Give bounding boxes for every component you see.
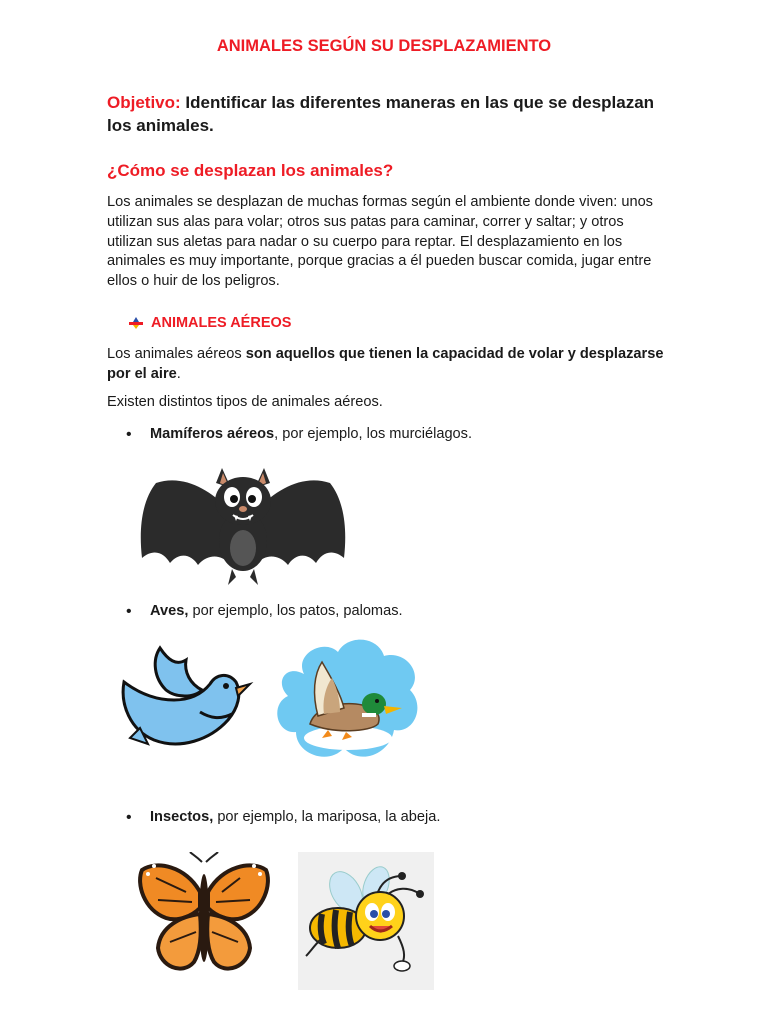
bluebird-illustration <box>110 642 256 754</box>
list-item-insects <box>0 809 440 827</box>
arrow-bullet-icon <box>129 317 143 329</box>
bullet-dot <box>126 426 150 444</box>
duck-illustration <box>274 634 424 768</box>
aerial-definition <box>107 345 667 385</box>
item-bold: Insectos, <box>150 809 214 825</box>
bullet-dot <box>126 809 150 827</box>
objective-text: Identificar las diferentes maneras en las que se desplazan los animales. <box>107 93 655 135</box>
bee-illustration <box>298 852 434 990</box>
definition-start: Los animales aéreos <box>107 346 246 362</box>
item-rest: por ejemplo, la mariposa, la abeja. <box>213 809 441 825</box>
section-question: ¿Cómo se desplazan los animales? <box>107 161 394 180</box>
list-item-birds <box>0 603 403 621</box>
list-item-mammals <box>0 426 472 444</box>
objective-label: Objetivo: <box>107 93 181 112</box>
objective <box>107 91 667 137</box>
definition-bold: son aquellos que tienen la capacidad de volar y desplazarse por el aire <box>107 346 664 382</box>
item-bold: Mamíferos aéreos <box>150 426 275 442</box>
aerial-heading-text: ANIMALES AÉREOS <box>151 315 292 331</box>
page-title: ANIMALES SEGÚN SU DESPLAZAMIENTO <box>216 37 552 55</box>
bullet-dot <box>126 603 150 621</box>
definition-end: . <box>176 365 181 382</box>
item-rest: , por ejemplo, los murciélagos. <box>274 426 473 442</box>
butterfly-illustration <box>136 852 272 980</box>
item-rest: por ejemplo, los patos, palomas. <box>188 603 403 619</box>
bat-illustration <box>136 463 350 587</box>
intro-paragraph: Los animales se desplazan de muchas formas según el ambiente donde viven: unos utilizan sus alas para volar; otros sus patas para caminar, correr y saltar; y otros utilizan sus aletas para nadar o su cuerpo para reptar. El desplazamiento en los animales es muy importante, porque gracias a él pueden buscar comida, jugar entre ellos o huir de los peligros. <box>107 194 653 290</box>
types-intro: Existen distintos tipos de animales aéreos. <box>107 394 383 410</box>
item-bold: Aves, <box>150 603 189 619</box>
aerial-heading <box>129 315 291 331</box>
